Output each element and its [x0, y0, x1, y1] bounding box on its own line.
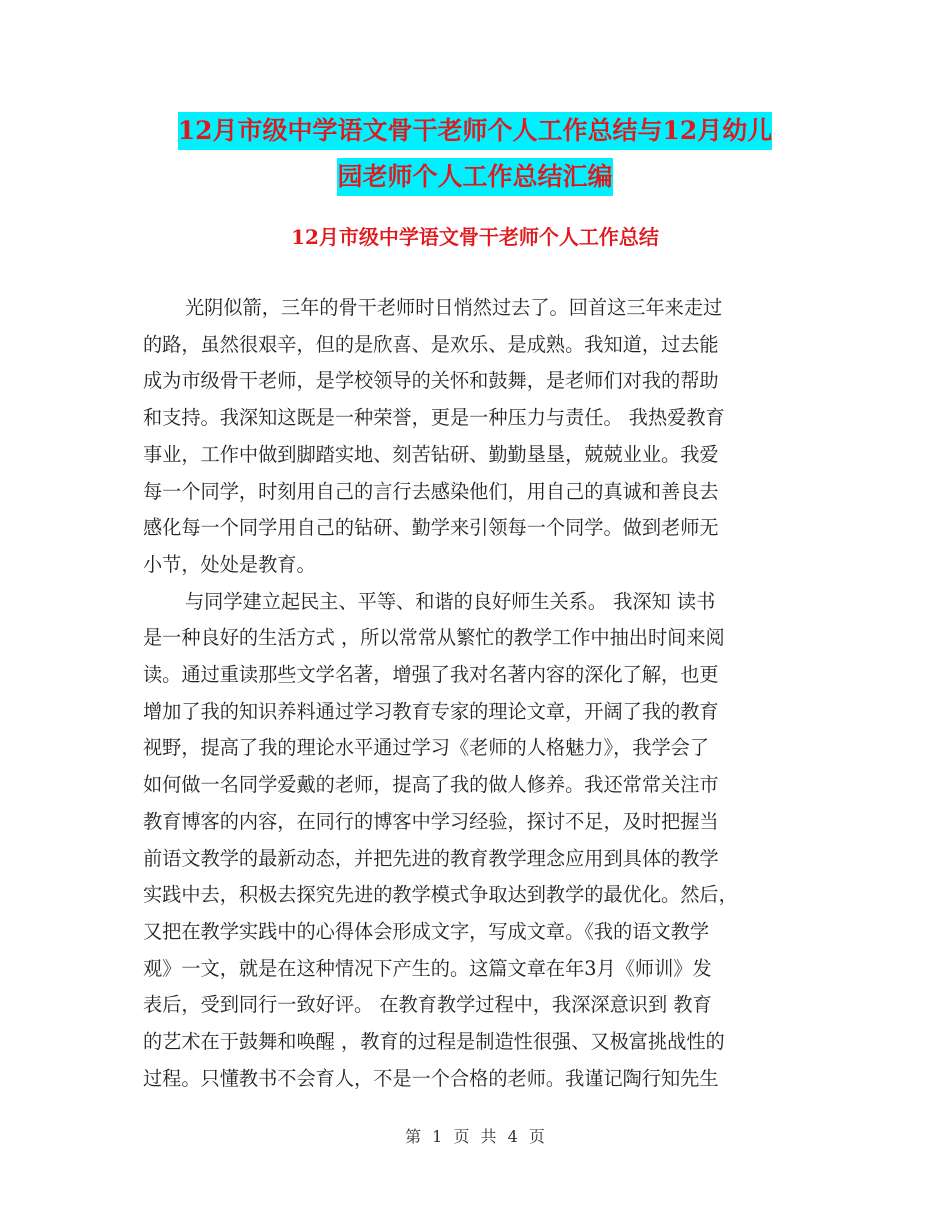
- paragraph-2-line: 读。通过重读那些文学名著，增强了我对名著内容的深化了解，也更: [143, 663, 719, 687]
- paragraph-2-line: 与同学建立起民主、平等、和谐的良好师生关系。 我深知 读书: [185, 589, 716, 613]
- paragraph-2-line: 表后，受到同行一致好评。 在教育教学过程中，我深深意识到 教育: [143, 993, 712, 1017]
- paragraph-2-line: 观》一文，就是在这种情况下产生的。这篇文章在年3月《师训》发: [143, 956, 712, 980]
- paragraph-2-line: 是一种良好的生活方式 ，所以常常从繁忙的教学工作中抽出时间来阅: [143, 626, 725, 650]
- paragraph-2-line: 如何做一名同学爱戴的老师，提高了我的做人修养。我还常常关注市: [143, 773, 719, 797]
- title-line-2: 园老师个人工作总结汇编: [337, 158, 612, 196]
- paragraph-1-line: 的路，虽然很艰辛，但的是欣喜、是欢乐、是成熟。我知道，过去能: [143, 332, 719, 356]
- section-heading: 12月市级中学语文骨干老师个人工作总结: [291, 225, 659, 249]
- paragraph-1-line: 感化每一个同学用自己的钻研、勤学来引领每一个同学。做到老师无: [143, 516, 719, 540]
- paragraph-1-line: 每一个同学，时刻用自己的言行去感染他们，用自己的真诚和善良去: [143, 479, 719, 503]
- paragraph-1-line: 光阴似箭，三年的骨干老师时日悄然过去了。回首这三年来走过: [185, 296, 723, 319]
- title-line-1: 12月市级中学语文骨干老师个人工作总结与12月幼儿: [178, 112, 773, 150]
- paragraph-1-line: 小节，处处是教育。: [143, 552, 316, 576]
- paragraph-1-line: 和支持。我深知这既是一种荣誉，更是一种压力与责任。 我热爱教育: [143, 406, 725, 430]
- body-text: [143, 290, 811, 1097]
- page-footer: 第 1 页 共 4 页: [405, 1127, 545, 1146]
- paragraph-2-line: 视野，提高了我的理论水平通过学习《老师的人格魅力》，我学会了: [143, 736, 710, 760]
- paragraph-1-line: 成为市级骨干老师，是学校领导的关怀和鼓舞，是老师们对我的帮助: [143, 369, 719, 393]
- paragraph-2-line: 实践中去，积极去探究先进的教学模式争取达到教学的最优化。然后，: [143, 883, 738, 907]
- paragraph-2-line: 教育博客的内容，在同行的博客中学习经验，探讨不足，及时把握当: [143, 809, 719, 833]
- document-title: [0, 112, 950, 204]
- paragraph-2-line: 前语文教学的最新动态，并把先进的教育教学理念应用到具体的教学: [143, 846, 719, 870]
- paragraph-2-line: 又把在教学实践中的心得体会形成文字，写成文章。《我的语文教学: [143, 919, 710, 943]
- paragraph-2-line: 过程。只懂教书不会育人，不是一个合格的老师。我谨记陶行知先生: [143, 1066, 719, 1090]
- paragraph-2-line: 增加了我的知识养料通过学习教育专家的理论文章，开阔了我的教育: [143, 699, 719, 723]
- paragraph-1-line: 事业，工作中做到脚踏实地、刻苦钻研、勤勤垦垦，兢兢业业。我爱: [143, 442, 719, 466]
- paragraph-2-line: 的艺术在于鼓舞和唤醒 ，教育的过程是制造性很强、又极富挑战性的: [143, 1030, 725, 1054]
